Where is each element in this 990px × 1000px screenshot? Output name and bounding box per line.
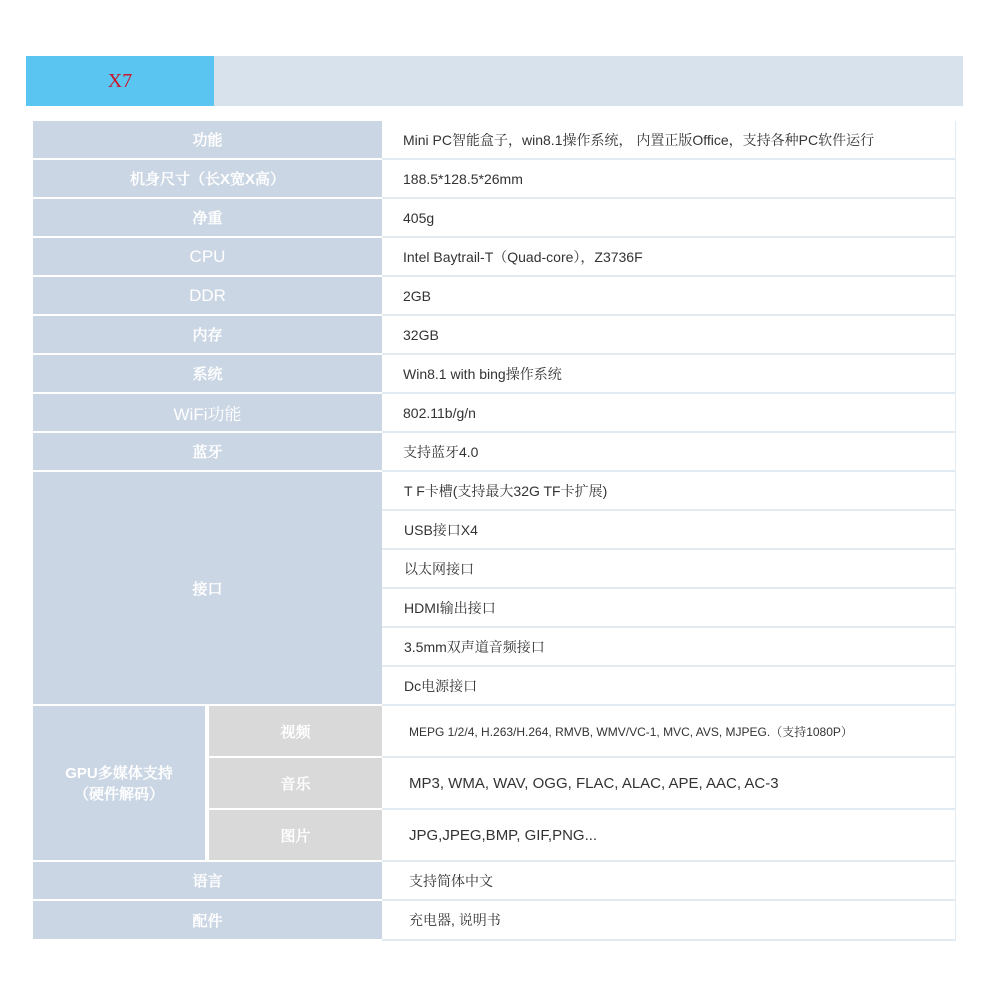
spec-row-gpu: [33, 706, 956, 862]
spec-value: 802.11b/g/n: [382, 394, 956, 433]
spec-row-storage: [33, 316, 956, 355]
spec-label: WiFi功能: [33, 394, 382, 433]
port-item: [382, 511, 956, 550]
spec-row-ports: [33, 472, 956, 706]
port-item-value: Dc电源接口: [382, 667, 956, 706]
gpu-music-label: 音乐: [209, 758, 382, 810]
model-tab: [26, 56, 214, 106]
spec-row-weight: [33, 199, 956, 238]
spec-row-language: [33, 862, 956, 901]
spec-label: 系统: [33, 355, 382, 394]
gpu-music-value: MP3, WMA, WAV, OGG, FLAC, ALAC, APE, AAC, AC-3: [382, 758, 956, 810]
spec-label: 蓝牙: [33, 433, 382, 472]
gpu-label: [33, 706, 207, 862]
port-item-value: 以太网接口: [382, 550, 956, 589]
port-item-value: HDMI输出接口: [382, 589, 956, 628]
spec-value: Win8.1 with bing操作系统: [382, 355, 956, 394]
spec-label: 净重: [33, 199, 382, 238]
gpu-video-label: 视频: [209, 706, 382, 758]
spec-label: 配件: [33, 901, 382, 941]
port-item: [382, 628, 956, 667]
spec-value: 充电器, 说明书: [382, 901, 956, 941]
spec-value: Intel Baytrail-T（Quad-core），Z3736F: [382, 238, 956, 277]
port-item: [382, 550, 956, 589]
spec-value: Mini PC智能盒子，win8.1操作系统， 内置正版Office，支持各种PC软件运行: [382, 121, 956, 160]
gpu-image-label: 图片: [209, 810, 382, 862]
gpu-label-line1: GPU多媒体支持: [65, 765, 173, 782]
spec-value: 188.5*128.5*26mm: [382, 160, 956, 199]
spec-value: 405g: [382, 199, 956, 238]
spec-label: 语言: [33, 862, 382, 901]
spec-label: DDR: [33, 277, 382, 316]
spec-value: 32GB: [382, 316, 956, 355]
port-item: [382, 472, 956, 511]
ports-label: 接口: [33, 472, 382, 706]
port-item: [382, 589, 956, 628]
spec-row-bluetooth: [33, 433, 956, 472]
port-item: [382, 667, 956, 706]
spec-label: 机身尺寸（长X宽X高）: [33, 160, 382, 199]
model-header-bar: [26, 56, 963, 106]
port-item-value: T F卡槽(支持最大32G TF卡扩展): [382, 472, 956, 511]
gpu-image-value: JPG,JPEG,BMP, GIF,PNG...: [382, 810, 956, 862]
spec-value: 支持蓝牙4.0: [382, 433, 956, 472]
spec-row-wifi: [33, 394, 956, 433]
spec-row-dimensions: [33, 160, 956, 199]
port-item-value: USB接口X4: [382, 511, 956, 550]
spec-label: 内存: [33, 316, 382, 355]
spec-value: 支持简体中文: [382, 862, 956, 901]
spec-row-function: [33, 121, 956, 160]
spec-row-ddr: [33, 277, 956, 316]
gpu-video-value: MEPG 1/2/4, H.263/H.264, RMVB, WMV/VC-1, MVC, AVS, MJPEG.（支持1080P）: [382, 706, 956, 758]
spec-label: 功能: [33, 121, 382, 160]
spec-value: 2GB: [382, 277, 956, 316]
spec-label: CPU: [33, 238, 382, 277]
spec-row-cpu: [33, 238, 956, 277]
gpu-label-line2: （硬件解码）: [73, 786, 164, 803]
model-name: X7: [107, 69, 133, 92]
port-item-value: 3.5mm双声道音频接口: [382, 628, 956, 667]
spec-row-os: [33, 355, 956, 394]
spec-row-accessories: [33, 901, 956, 941]
